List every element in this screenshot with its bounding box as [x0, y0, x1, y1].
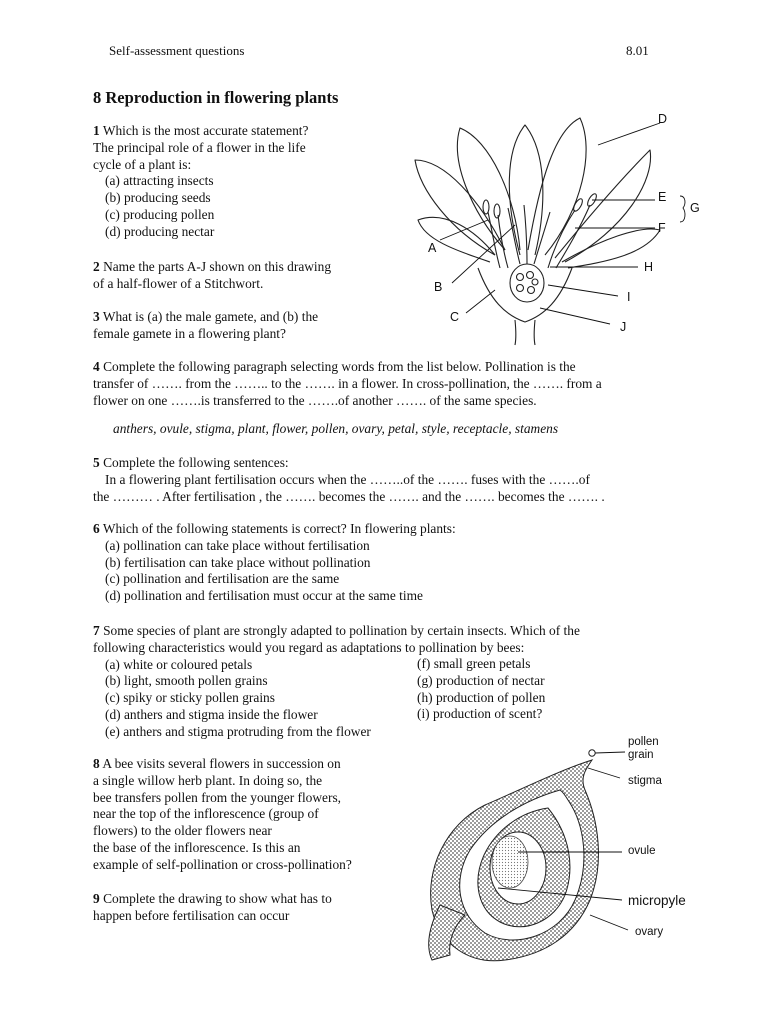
q5-line: the ……… . After fertilisation , the ……. becomes the ……. and the ……. becomes the ……. .	[93, 488, 605, 504]
header-left: Self-assessment questions	[109, 43, 245, 58]
q7-option-f: (f) small green petals	[417, 656, 531, 671]
q7-option-g: (g) production of nectar	[417, 672, 545, 688]
q6-option-b: (b) fertilisation can take place without pollination	[105, 554, 371, 570]
label-D: D	[658, 112, 668, 126]
q8-line: example of self-pollination or cross-pollination?	[93, 856, 352, 872]
label-ovary: ovary	[635, 926, 664, 938]
label-ovule: ovule	[628, 845, 656, 857]
q9-line: happen before fertilisation can occur	[93, 907, 290, 923]
section-title: 8 Reproduction in flowering plants	[93, 88, 339, 107]
q7-option-i: (i) production of scent?	[417, 706, 543, 722]
label-A: A	[428, 241, 437, 255]
q3-number: 3	[93, 309, 100, 324]
label-J: J	[620, 320, 627, 334]
q5-number: 5	[93, 455, 100, 470]
q1-option-d: (d) producing nectar	[105, 223, 215, 239]
q2-line: Name the parts A-J shown on this drawing	[103, 259, 332, 274]
q7-line: Some species of plant are strongly adapted to pollination by certain insects. Which of the	[103, 623, 580, 638]
q7-option-h: (h) production of pollen	[417, 689, 546, 705]
q7-option-e: (e) anthers and stigma protruding from the flower	[105, 723, 371, 739]
q4-line: Complete the following paragraph selecting words from the list below. Pollination is the	[103, 359, 576, 374]
q6-option-a: (a) pollination can take place without fertilisation	[105, 537, 370, 553]
label-I: I	[627, 290, 631, 304]
q1-line: cycle of a plant is:	[93, 156, 192, 172]
q3-line: female gamete in a flowering plant?	[93, 325, 286, 341]
q7-option-a: (a) white or coloured petals	[105, 656, 253, 672]
q2-line: of a half-flower of a Stitchwort.	[93, 275, 264, 291]
q6-line: Which of the following statements is correct? In flowering plants:	[102, 521, 456, 536]
q8-number: 8	[93, 756, 100, 771]
label-B: B	[434, 280, 443, 294]
q7-number: 7	[93, 623, 100, 638]
q8-line: the base of the inflorescence. Is this an	[93, 839, 301, 855]
q5-line: Complete the following sentences:	[103, 455, 289, 470]
q7-option-c: (c) spiky or sticky pollen grains	[105, 690, 275, 706]
q4-line: transfer of ……. from the …….. to the ……. in a flower. In cross-pollination, the ……. from a	[93, 375, 602, 391]
label-H: H	[644, 260, 654, 274]
label-pollen-grain	[628, 736, 659, 762]
q7-line: following characteristics would you regard as adaptations to pollination by bees:	[93, 639, 525, 655]
q1-line: The principal role of a flower in the life	[93, 139, 306, 155]
q6-option-c: (c) pollination and fertilisation are the same	[105, 571, 340, 587]
q2-number: 2	[93, 259, 100, 274]
q1-option-a: (a) attracting insects	[105, 173, 214, 189]
q9-number: 9	[93, 891, 100, 906]
label-pollen: pollen	[628, 736, 659, 748]
q3-line: What is (a) the male gamete, and (b) the	[102, 309, 319, 324]
label-C: C	[450, 310, 460, 324]
q4-word-list: anthers, ovule, stigma, plant, flower, pollen, ovary, petal, style, receptacle, stamens	[113, 421, 559, 436]
q8-line: A bee visits several flowers in succession on	[102, 756, 341, 771]
q1-line: Which is the most accurate statement?	[102, 123, 309, 138]
label-F: F	[658, 221, 666, 235]
q5-line: In a flowering plant fertilisation occurs when the ……..of the ……. fuses with the …….of	[105, 471, 590, 487]
q8-line: bee transfers pollen from the younger flowers,	[93, 789, 342, 805]
q7-option-b: (b) light, smooth pollen grains	[105, 673, 268, 689]
page-number: 8.01	[626, 43, 649, 58]
q4-line: flower on one …….is transferred to the …….of another ……. of the same species.	[93, 392, 537, 408]
q1-number: 1	[93, 123, 100, 138]
q6-number: 6	[93, 521, 100, 536]
label-micropyle: micropyle	[628, 893, 686, 908]
q1-option-b: (b) producing seeds	[105, 190, 211, 206]
q8-line: flowers) to the older flowers near	[93, 823, 272, 839]
q8-line: a single willow herb plant. In doing so, the	[93, 772, 323, 788]
q7-option-d: (d) anthers and stigma inside the flower	[105, 706, 318, 722]
q6-option-d: (d) pollination and fertilisation must occur at the same time	[105, 588, 423, 604]
label-G: G	[690, 201, 700, 215]
label-stigma: stigma	[628, 775, 662, 787]
q9-line: Complete the drawing to show what has to	[103, 891, 332, 906]
q8-line: near the top of the inflorescence (group of	[93, 806, 319, 822]
label-grain: grain	[628, 749, 654, 761]
q4-number: 4	[93, 359, 100, 374]
label-E: E	[658, 190, 667, 204]
q1-option-c: (c) producing pollen	[105, 206, 215, 222]
